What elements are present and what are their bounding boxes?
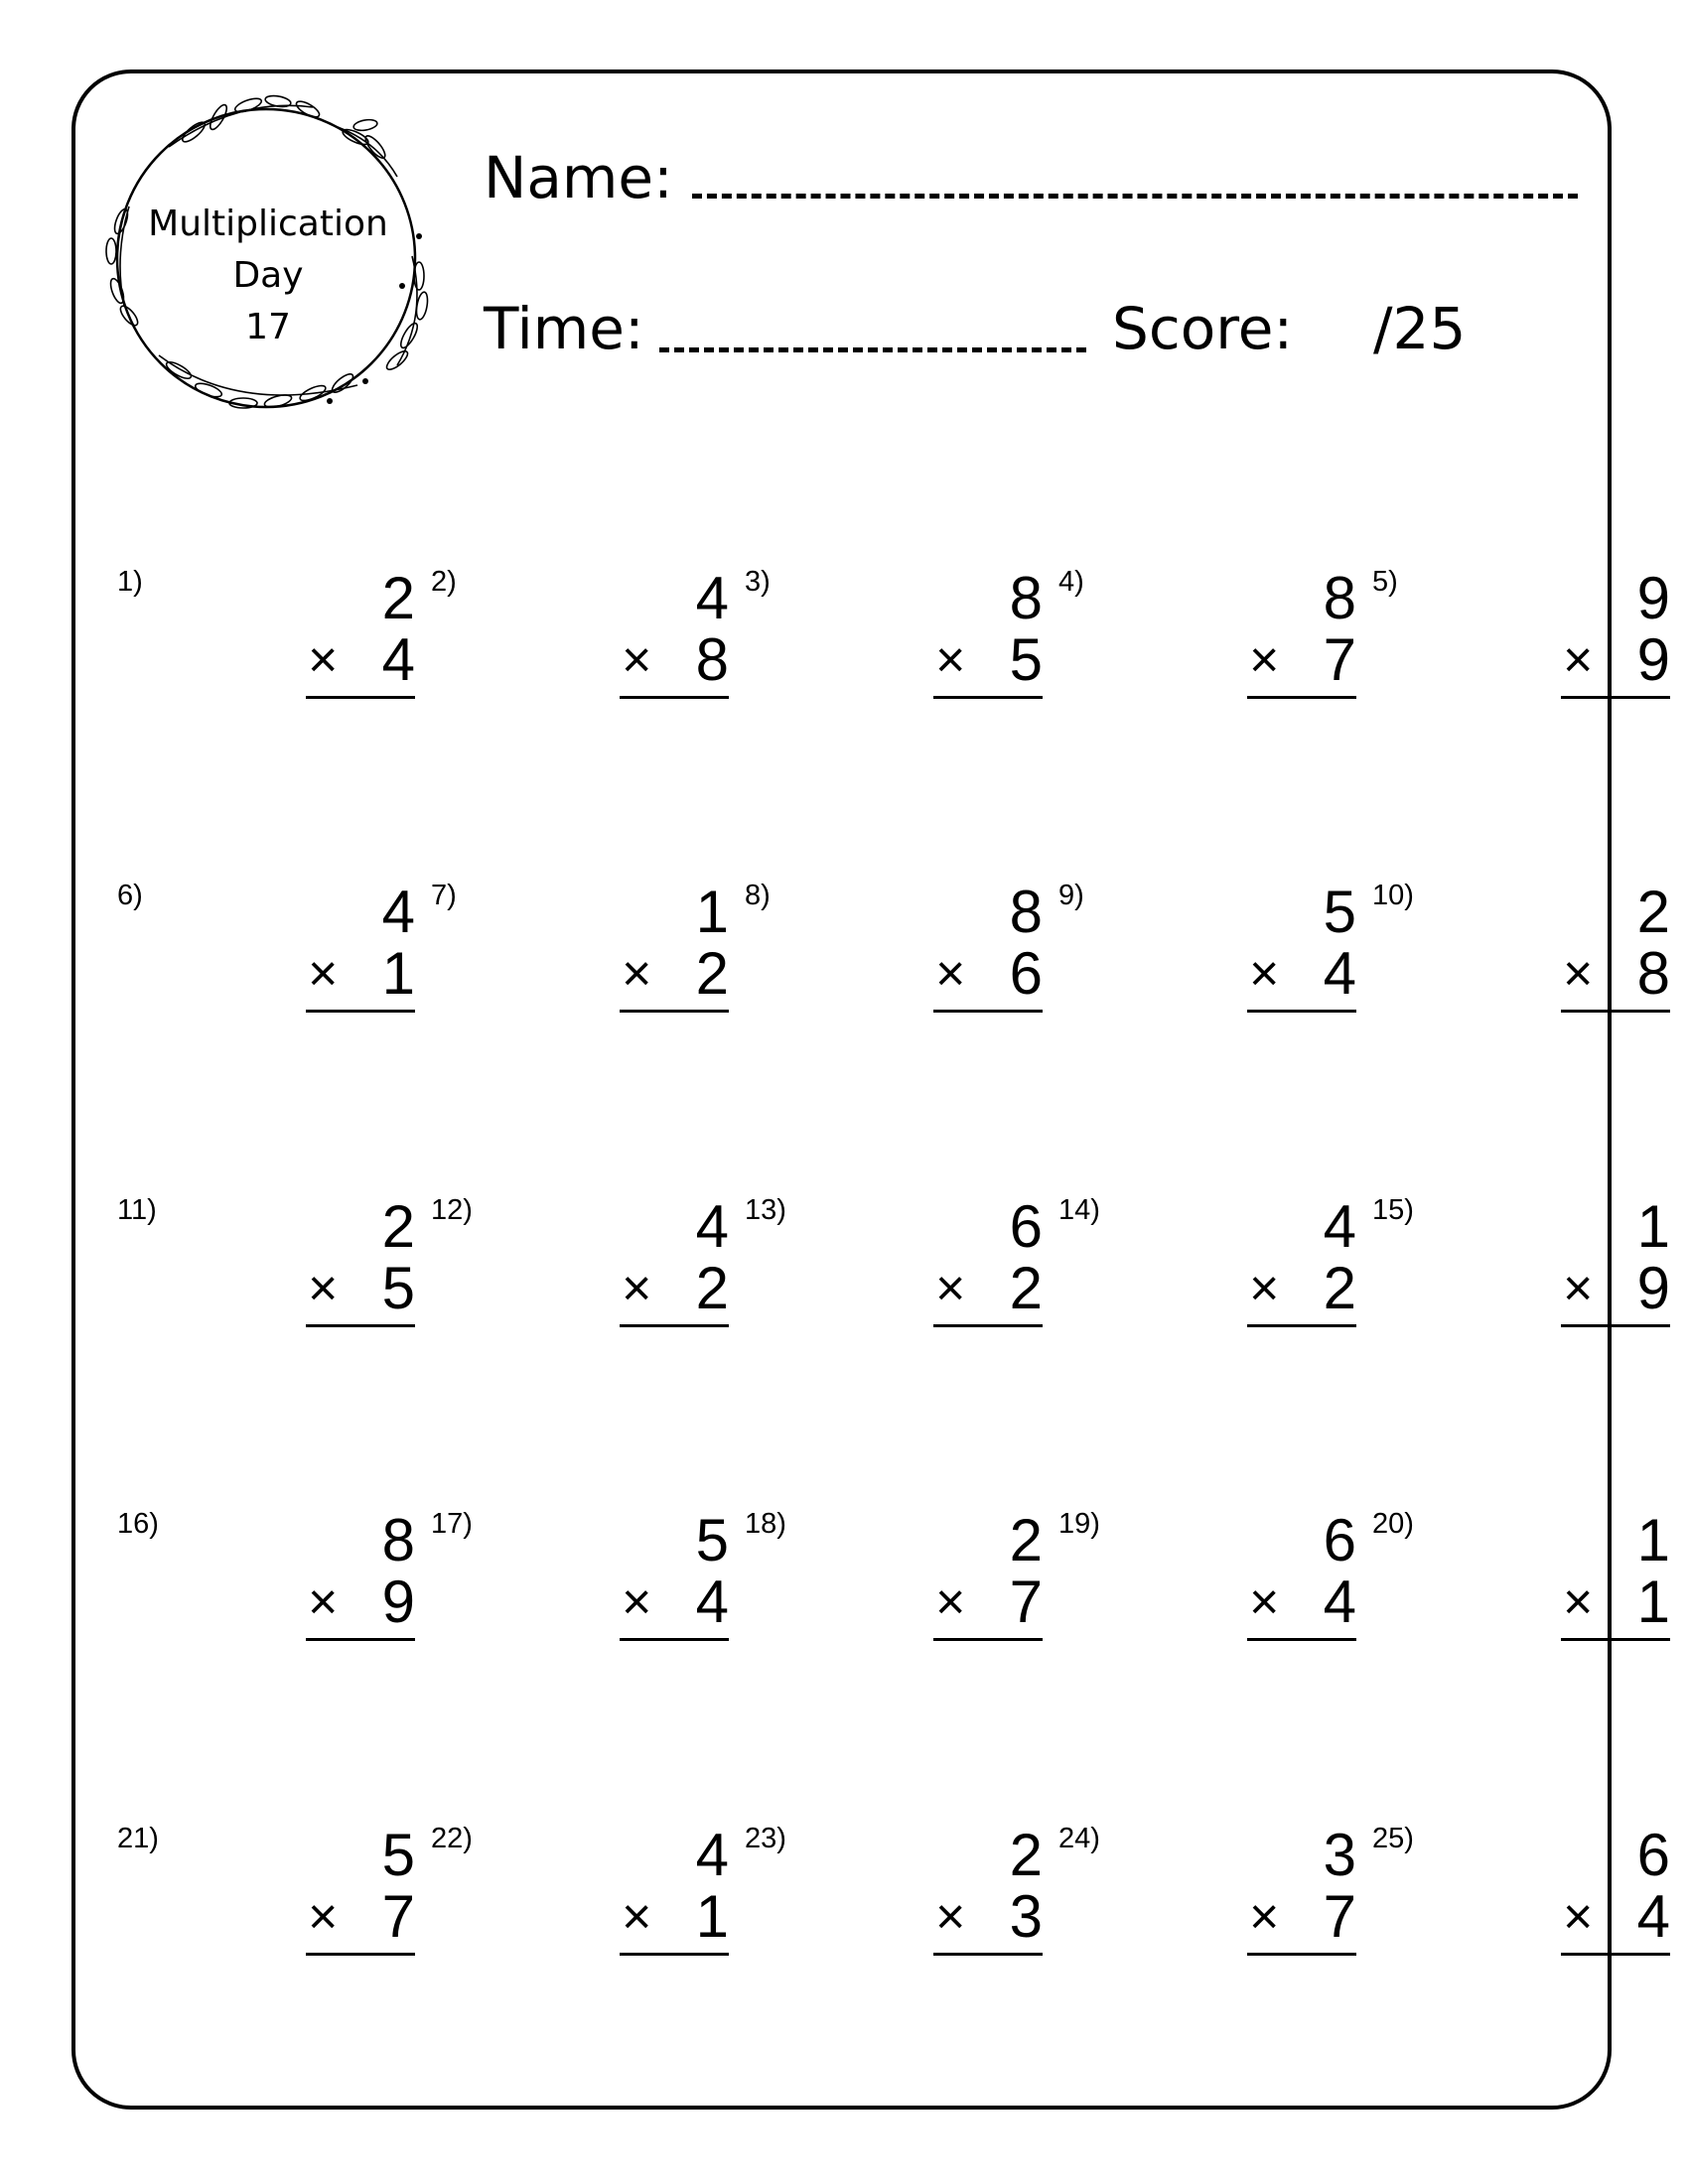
multiplicand: 2	[381, 1193, 415, 1260]
answer-line[interactable]	[1561, 696, 1670, 699]
problem-3	[745, 566, 1043, 754]
problem-number: 2)	[431, 566, 457, 598]
answer-line[interactable]	[306, 1010, 415, 1013]
answer-line[interactable]	[1247, 1638, 1356, 1641]
times-sign: ×	[935, 945, 966, 1003]
multiplicand: 6	[1323, 1507, 1356, 1573]
problem-number: 7)	[431, 880, 457, 911]
multiplier: 5	[381, 1255, 415, 1321]
answer-line[interactable]	[620, 1324, 729, 1327]
multiplier: 9	[381, 1569, 415, 1635]
answer-line[interactable]	[1247, 696, 1356, 699]
multiplier-row	[933, 1883, 1043, 1950]
problem-21	[117, 1823, 415, 2011]
problem-number: 15)	[1372, 1194, 1414, 1226]
problem-20	[1372, 1508, 1670, 1697]
multiplier: 4	[695, 1569, 729, 1635]
multiplier: 3	[1009, 1883, 1043, 1950]
multiplicand: 4	[695, 1822, 729, 1888]
answer-line[interactable]	[306, 1638, 415, 1641]
answer-line[interactable]	[620, 1010, 729, 1013]
multiplier-row	[1247, 1255, 1356, 1321]
answer-line[interactable]	[1561, 1010, 1670, 1013]
answer-line[interactable]	[1247, 1953, 1356, 1956]
problem-1	[117, 566, 415, 754]
multiplicand: 5	[381, 1822, 415, 1888]
multiplier: 2	[695, 940, 729, 1007]
problem-14	[1058, 1194, 1356, 1383]
times-sign: ×	[935, 631, 966, 689]
answer-line[interactable]	[933, 696, 1043, 699]
answer-line[interactable]	[1561, 1324, 1670, 1327]
times-sign: ×	[1563, 945, 1594, 1003]
name-field[interactable]	[692, 194, 1578, 199]
problem-number: 1)	[117, 566, 143, 598]
multiplier-row	[1561, 1255, 1670, 1321]
problem-number: 3)	[745, 566, 771, 598]
multiplier-row	[620, 1571, 729, 1633]
problem-number: 23)	[745, 1823, 786, 1854]
multiplier-row	[1247, 940, 1356, 1007]
multiplicand: 9	[1636, 565, 1670, 631]
multiplier-row	[1561, 1571, 1670, 1633]
multiplier: 9	[1636, 626, 1670, 693]
problem-number: 9)	[1058, 880, 1084, 911]
times-sign: ×	[622, 1573, 652, 1631]
problem-8	[745, 880, 1043, 1068]
problem-16	[117, 1508, 415, 1697]
multiplier: 1	[381, 940, 415, 1007]
problem-2	[431, 566, 729, 754]
multiplier-row	[1561, 940, 1670, 1007]
problem-11	[117, 1194, 415, 1383]
problem-15	[1372, 1194, 1670, 1383]
multiplicand: 1	[1636, 1507, 1670, 1573]
times-sign: ×	[935, 1260, 966, 1317]
multiplicand: 5	[695, 1507, 729, 1573]
multiplier-row	[1247, 1571, 1356, 1633]
times-sign: ×	[1249, 1888, 1280, 1946]
time-label: Time:	[484, 295, 644, 362]
problem-6	[117, 880, 415, 1068]
multiplier: 8	[695, 626, 729, 693]
times-sign: ×	[935, 1573, 966, 1631]
multiplicand: 8	[1323, 565, 1356, 631]
multiplier-row	[306, 1883, 415, 1950]
times-sign: ×	[1563, 1888, 1594, 1946]
times-sign: ×	[1249, 631, 1280, 689]
multiplier-row	[306, 1571, 415, 1633]
multiplicand: 3	[1323, 1822, 1356, 1888]
times-sign: ×	[1563, 1573, 1594, 1631]
times-sign: ×	[1563, 631, 1594, 689]
multiplicand: 8	[1009, 565, 1043, 631]
problem-number: 21)	[117, 1823, 159, 1854]
multiplicand: 4	[381, 879, 415, 945]
multiplicand: 4	[695, 565, 729, 631]
problem-5	[1372, 566, 1670, 754]
times-sign: ×	[1249, 1260, 1280, 1317]
problem-7	[431, 880, 729, 1068]
multiplier: 8	[1636, 940, 1670, 1007]
problem-number: 13)	[745, 1194, 786, 1226]
times-sign: ×	[622, 1260, 652, 1317]
multiplier-row	[620, 1255, 729, 1321]
multiplicand: 8	[1009, 879, 1043, 945]
multiplier: 5	[1009, 626, 1043, 693]
multiplicand: 4	[695, 1193, 729, 1260]
times-sign: ×	[1249, 945, 1280, 1003]
multiplier: 4	[1323, 940, 1356, 1007]
answer-line[interactable]	[933, 1953, 1043, 1956]
multiplicand: 2	[1009, 1507, 1043, 1573]
answer-line[interactable]	[306, 1324, 415, 1327]
problem-number: 8)	[745, 880, 771, 911]
multiplicand: 4	[1323, 1193, 1356, 1260]
multiplier: 2	[1323, 1255, 1356, 1321]
problem-number: 4)	[1058, 566, 1084, 598]
multiplicand: 6	[1636, 1822, 1670, 1888]
multiplier-row	[620, 940, 729, 1007]
multiplicand: 6	[1009, 1193, 1043, 1260]
multiplicand: 2	[381, 565, 415, 631]
answer-line[interactable]	[933, 1638, 1043, 1641]
times-sign: ×	[308, 631, 339, 689]
multiplier-row	[620, 626, 729, 693]
multiplier: 2	[1009, 1255, 1043, 1321]
problem-22	[431, 1823, 729, 2011]
times-sign: ×	[935, 1888, 966, 1946]
problem-19	[1058, 1508, 1356, 1697]
answer-line[interactable]	[620, 696, 729, 699]
problem-number: 10)	[1372, 880, 1414, 911]
problem-number: 14)	[1058, 1194, 1100, 1226]
multiplier-row	[306, 626, 415, 693]
problem-24	[1058, 1823, 1356, 2011]
problem-18	[745, 1508, 1043, 1697]
multiplier-row	[1561, 626, 1670, 693]
answer-line[interactable]	[306, 1953, 415, 1956]
multiplier-row	[1247, 626, 1356, 693]
multiplicand: 5	[1323, 879, 1356, 945]
problem-number: 24)	[1058, 1823, 1100, 1854]
problem-25	[1372, 1823, 1670, 2011]
multiplicand: 1	[695, 879, 729, 945]
times-sign: ×	[622, 945, 652, 1003]
times-sign: ×	[308, 1573, 339, 1631]
multiplier-row	[933, 940, 1043, 1007]
problem-17	[431, 1508, 729, 1697]
times-sign: ×	[308, 1260, 339, 1317]
multiplier: 7	[1323, 626, 1356, 693]
answer-line[interactable]	[1247, 1010, 1356, 1013]
multiplier: 7	[381, 1883, 415, 1950]
name-label: Name:	[484, 144, 673, 211]
multiplier-row	[933, 626, 1043, 693]
multiplicand: 1	[1636, 1193, 1670, 1260]
problem-number: 20)	[1372, 1508, 1414, 1540]
score-label: Score:	[1112, 295, 1293, 362]
answer-line[interactable]	[933, 1324, 1043, 1327]
multiplicand: 2	[1636, 879, 1670, 945]
multiplier: 4	[1323, 1569, 1356, 1635]
badge-day-number: 17	[245, 307, 291, 347]
day-badge	[109, 199, 427, 353]
multiplier-row	[933, 1571, 1043, 1633]
problem-number: 22)	[431, 1823, 473, 1854]
multiplier-row	[306, 940, 415, 1007]
problem-23	[745, 1823, 1043, 2011]
times-sign: ×	[1249, 1573, 1280, 1631]
problem-number: 17)	[431, 1508, 473, 1540]
answer-line[interactable]	[306, 696, 415, 699]
time-field[interactable]	[659, 347, 1086, 352]
multiplier-row	[620, 1883, 729, 1950]
multiplier: 7	[1323, 1883, 1356, 1950]
times-sign: ×	[622, 631, 652, 689]
answer-line[interactable]	[1561, 1638, 1670, 1641]
problem-9	[1058, 880, 1356, 1068]
problem-number: 11)	[117, 1194, 157, 1226]
answer-line[interactable]	[620, 1953, 729, 1956]
multiplier: 4	[381, 626, 415, 693]
answer-line[interactable]	[1561, 1953, 1670, 1956]
multiplicand: 8	[381, 1507, 415, 1573]
multiplier-row	[933, 1255, 1043, 1321]
times-sign: ×	[308, 945, 339, 1003]
problem-13	[745, 1194, 1043, 1383]
answer-line[interactable]	[933, 1010, 1043, 1013]
multiplier: 1	[695, 1883, 729, 1950]
badge-title: Multiplication	[148, 204, 388, 244]
times-sign: ×	[308, 1888, 339, 1946]
problem-4	[1058, 566, 1356, 754]
multiplier: 4	[1636, 1883, 1670, 1950]
problem-number: 25)	[1372, 1823, 1414, 1854]
problem-number: 19)	[1058, 1508, 1100, 1540]
badge-day-label: Day	[232, 255, 304, 296]
problem-number: 6)	[117, 880, 143, 911]
problem-10	[1372, 880, 1670, 1068]
multiplier-row	[1247, 1883, 1356, 1950]
multiplier: 9	[1636, 1255, 1670, 1321]
multiplier: 6	[1009, 940, 1043, 1007]
answer-line[interactable]	[620, 1638, 729, 1641]
problem-number: 5)	[1372, 566, 1398, 598]
problem-number: 12)	[431, 1194, 473, 1226]
multiplier-row	[306, 1255, 415, 1321]
multiplier-row	[1561, 1883, 1670, 1950]
problem-12	[431, 1194, 729, 1383]
problem-number: 18)	[745, 1508, 786, 1540]
score-total: /25	[1373, 295, 1467, 362]
multiplier: 1	[1636, 1569, 1670, 1635]
answer-line[interactable]	[1247, 1324, 1356, 1327]
multiplier: 7	[1009, 1569, 1043, 1635]
times-sign: ×	[1563, 1260, 1594, 1317]
problem-number: 16)	[117, 1508, 159, 1540]
times-sign: ×	[622, 1888, 652, 1946]
multiplicand: 2	[1009, 1822, 1043, 1888]
multiplier: 2	[695, 1255, 729, 1321]
